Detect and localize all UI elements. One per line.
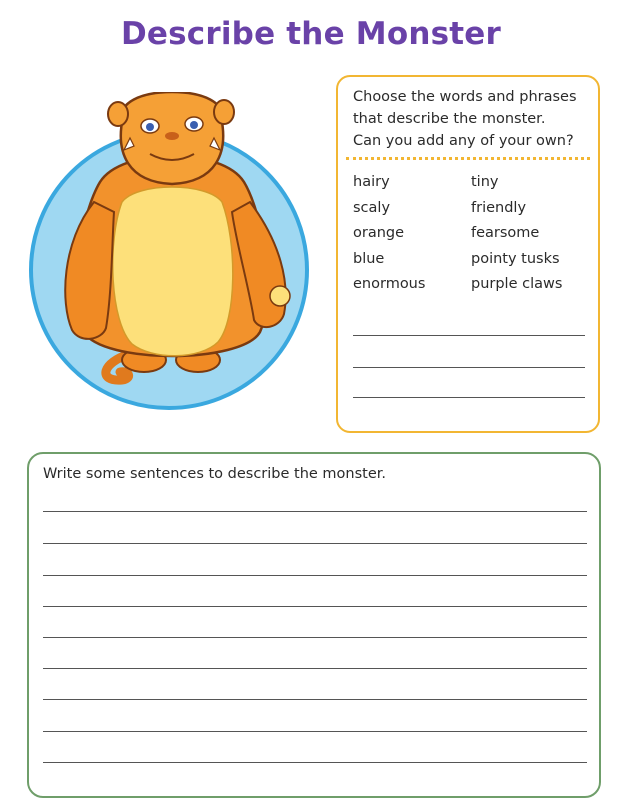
- word-row: [353, 221, 593, 247]
- word-item: enormous: [353, 276, 426, 292]
- word-item: hairy: [353, 174, 390, 190]
- monster-right-ear: [214, 100, 234, 124]
- monster-nose: [165, 132, 179, 140]
- word-row: [353, 272, 593, 298]
- writing-line[interactable]: [43, 762, 587, 763]
- word-item: fearsome: [471, 225, 540, 241]
- word-row: [353, 196, 593, 222]
- writing-line[interactable]: [43, 699, 587, 700]
- monster-right-hand: [270, 286, 290, 306]
- word-item: scaly: [353, 199, 391, 216]
- word-row: [353, 247, 593, 273]
- writing-line[interactable]: [43, 668, 587, 669]
- word-bank-box: [336, 75, 600, 433]
- writing-line[interactable]: [43, 575, 587, 576]
- word-item: friendly: [471, 199, 527, 216]
- writing-line[interactable]: [43, 543, 587, 544]
- sentence-writing-box: [27, 452, 601, 798]
- word-row: [353, 170, 593, 196]
- own-word-line[interactable]: [353, 367, 585, 368]
- own-word-line[interactable]: [353, 335, 585, 336]
- monster-illustration: [22, 92, 322, 418]
- word-item: tiny: [471, 174, 499, 190]
- monster-left-ear: [108, 102, 128, 126]
- writing-line[interactable]: [43, 606, 587, 607]
- writing-line[interactable]: [43, 731, 587, 732]
- own-word-line[interactable]: [353, 397, 585, 398]
- word-item: pointy tusks: [471, 250, 560, 267]
- word-item: orange: [353, 225, 405, 241]
- word-list: [353, 170, 593, 298]
- writing-line[interactable]: [43, 637, 587, 638]
- dotted-divider: [346, 157, 590, 160]
- page-title: Describe the Monster: [120, 16, 501, 52]
- writing-line[interactable]: [43, 511, 587, 512]
- sentence-instructions: Write some sentences to describe the monster.: [43, 466, 387, 482]
- word-bank-instructions: Choose the words and phrases that describe the monster. Can you add any of your own?: [353, 89, 577, 149]
- word-item: blue: [353, 250, 385, 267]
- word-item: purple claws: [471, 276, 563, 292]
- monster-belly: [113, 187, 233, 356]
